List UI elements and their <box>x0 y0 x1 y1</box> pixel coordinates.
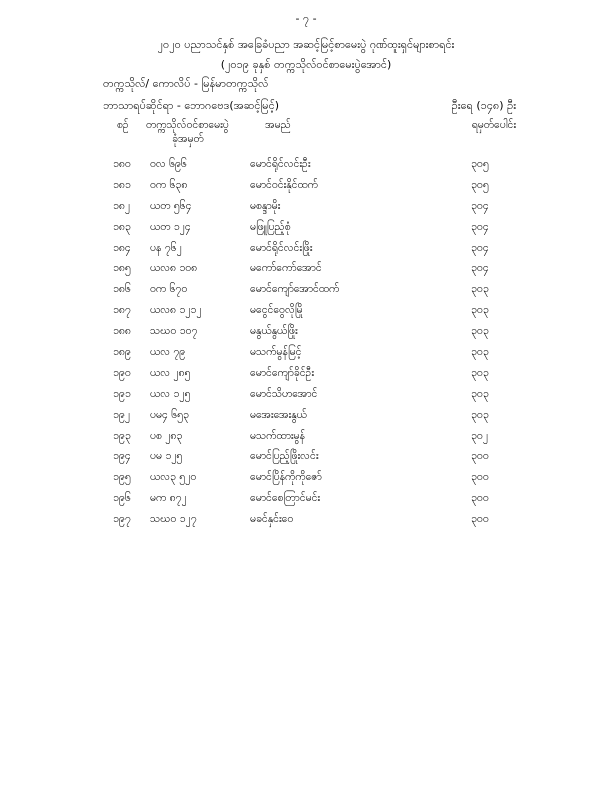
roll-number-cell: ယလ၈ ၁၂၁၂ <box>150 304 202 317</box>
serial-cell: ၁၈၅ <box>113 262 131 275</box>
roll-number-cell: ပစ ၂၈၃ <box>150 429 183 442</box>
table-row <box>0 283 612 304</box>
marks-cell: ၃၀၀ <box>471 492 489 505</box>
roll-number-cell: ဝက ၆၇၀ <box>150 283 188 296</box>
serial-cell: ၁၈၂ <box>113 199 131 212</box>
serial-cell: ၁၈၄ <box>113 241 131 254</box>
name-cell: မောင်ရိုင်လင်းဦး <box>250 158 311 170</box>
serial-cell: ၁၉၅ <box>113 471 131 484</box>
roll-number-cell: ဝက ၆၃၈ <box>150 178 188 191</box>
name-cell: မောင်ရိုင်လင်းဖြိုး <box>250 241 313 254</box>
name-cell: မောင်ကျော်ခိုင်ဦး <box>250 366 315 379</box>
table-row <box>0 471 612 492</box>
serial-cell: ၁၈၉ <box>113 346 131 359</box>
marks-cell: ၃၀၀ <box>471 471 489 484</box>
table-row <box>0 409 612 430</box>
name-cell: မဖြူပြည့်စုံ <box>250 220 291 233</box>
document-title: ၂၀၂၀ ပညာသင်နှစ် အခြေခံပညာ အဆင့်မြင့်စာမေးပွဲ ဂုဏ်ထူးရှင်များစာရင်း <box>157 38 455 51</box>
serial-cell: ၁၉၄ <box>113 450 131 463</box>
serial-cell: ၁၉၁ <box>113 387 131 400</box>
column-header-roll-number: ခုံအမှတ် <box>172 133 204 145</box>
table-row <box>0 304 612 325</box>
table-row <box>0 367 612 388</box>
marks-cell: ၃၀၃ <box>471 366 489 379</box>
marks-cell: ၃၀၄ <box>471 262 489 275</box>
serial-cell: ၁၉၂ <box>113 408 130 421</box>
marks-cell: ၃၀၀ <box>471 513 489 526</box>
university-label: တက္ကသိုလ်/ ကောလိပ် - မြန်မာတက္ကသိုလ် <box>103 77 269 90</box>
serial-cell: ၁၈၇ <box>113 304 131 317</box>
roll-number-cell: ယတ ၅၆၄ <box>150 199 192 212</box>
marks-cell: ၃၀၄ <box>471 199 489 212</box>
marks-cell: ၃၀၃ <box>471 304 489 317</box>
marks-cell: ၃၀၄ <box>471 241 489 254</box>
table-row <box>0 325 612 346</box>
serial-cell: ၁၈၁ <box>113 178 131 191</box>
column-header-marks: ရမှတ်ပေါင်း <box>471 119 516 131</box>
name-cell: မကော်ကော်အောင် <box>250 262 322 275</box>
roll-number-cell: သဃ၀ ၁၀၇ <box>150 325 198 338</box>
name-cell: မောင်စေတြာင်မင်း <box>250 492 321 505</box>
marks-cell: ၃၀၃ <box>471 346 489 359</box>
table-row <box>0 242 612 263</box>
marks-cell: ၃၀၃ <box>471 283 489 296</box>
roll-number-cell: ယလ ၇၉ <box>150 346 186 359</box>
roll-number-cell: ယလ ၁၂၅ <box>150 387 191 400</box>
marks-cell: ၃၀၃ <box>471 408 489 421</box>
roll-number-cell: ပမ ၁၂၅ <box>150 450 183 463</box>
roll-number-cell: ပမ၄ ၆၅၃ <box>150 408 189 421</box>
name-cell: မနွယ်နွယ်ဖြိုး <box>250 325 298 338</box>
serial-cell: ၁၉၇ <box>113 513 131 526</box>
serial-cell: ၁၈၀ <box>113 158 131 170</box>
table-row <box>0 200 612 221</box>
column-header-roll: တက္ကသိုလ်ဝင်စာမေးပွဲ <box>146 119 229 131</box>
marks-cell: ၃၀၄ <box>471 220 489 233</box>
total-count: ဦးရေ (၁၄၈) ဦး <box>451 99 516 112</box>
name-cell: မောင်ကျော်အောင်ထက် <box>250 283 340 296</box>
table-row <box>0 221 612 242</box>
name-cell: မသက်မွန်မြင့် <box>250 346 302 359</box>
marks-cell: ၃၀၅ <box>471 158 489 170</box>
name-cell: မောင်သိဟအောင် <box>250 387 318 400</box>
roll-number-cell: မက ၈၇၂ <box>150 492 187 505</box>
serial-cell: ၁၉၀ <box>113 366 131 379</box>
table-row <box>0 450 612 471</box>
table-row <box>0 388 612 409</box>
name-cell: မောင်ပြည့်ဖြိုးလင်း <box>250 450 319 463</box>
table-row <box>0 262 612 283</box>
name-cell: မစန္ဒာမိုး <box>250 199 281 212</box>
marks-cell: ၃၀၃ <box>471 325 489 338</box>
table-row <box>0 158 612 179</box>
table-row <box>0 179 612 200</box>
marks-cell: ၃၀၅ <box>471 178 489 191</box>
serial-cell: ၁၈၈ <box>113 325 131 338</box>
subject-label: ဘာသာရပ်ဆိုင်ရာ - ဘောဂဗေဒ(အဆင့်မြင့်) <box>103 99 279 112</box>
column-header-name: အမည် <box>265 119 291 131</box>
name-cell: မောင်ဝင်းနိုင်ထက် <box>250 178 318 191</box>
table-row <box>0 492 612 513</box>
roll-number-cell: ဝလ ၆၉၆ <box>150 158 187 170</box>
name-cell: မအေးအေးနွယ် <box>250 408 307 421</box>
serial-cell: ၁၉၃ <box>113 429 131 442</box>
roll-number-cell: ယလ ၂၈၅ <box>150 366 191 379</box>
page-number: - ၇ - <box>295 12 317 25</box>
name-cell: မခင်နှင်းဝေ <box>250 513 294 526</box>
results-table <box>0 158 612 534</box>
roll-number-cell: ယလ၃ ၅၂၀ <box>150 471 197 484</box>
table-row <box>0 346 612 367</box>
table-row <box>0 513 612 534</box>
marks-cell: ၃၀၂ <box>471 429 488 442</box>
roll-number-cell: ယတ ၁၂၄ <box>150 220 191 233</box>
name-cell: မငွေင်ဝွေလိုမြို <box>250 304 303 317</box>
column-header-serial: စဉ် <box>117 119 129 131</box>
roll-number-cell: သဃ၀ ၁၂၇ <box>150 513 197 526</box>
table-row <box>0 430 612 451</box>
roll-number-cell: ယလ၈ ၁၀၈ <box>150 262 198 275</box>
marks-cell: ၃၀၀ <box>471 450 489 463</box>
marks-cell: ၃၀၃ <box>471 387 489 400</box>
name-cell: မသက်ထားမွန် <box>250 429 305 442</box>
roll-number-cell: ပန ၇၆၂ <box>150 241 182 254</box>
serial-cell: ၁၈၃ <box>113 220 131 233</box>
serial-cell: ၁၈၆ <box>113 283 131 296</box>
document-subtitle: (၂၀၁၉ ခုနှစ် တက္ကသိုလ်ဝင်စာမေးပွဲအောင်) <box>220 58 392 71</box>
serial-cell: ၁၉၆ <box>113 492 131 505</box>
name-cell: မောင်ပြိန်ကိုကိုဇော် <box>250 471 322 484</box>
